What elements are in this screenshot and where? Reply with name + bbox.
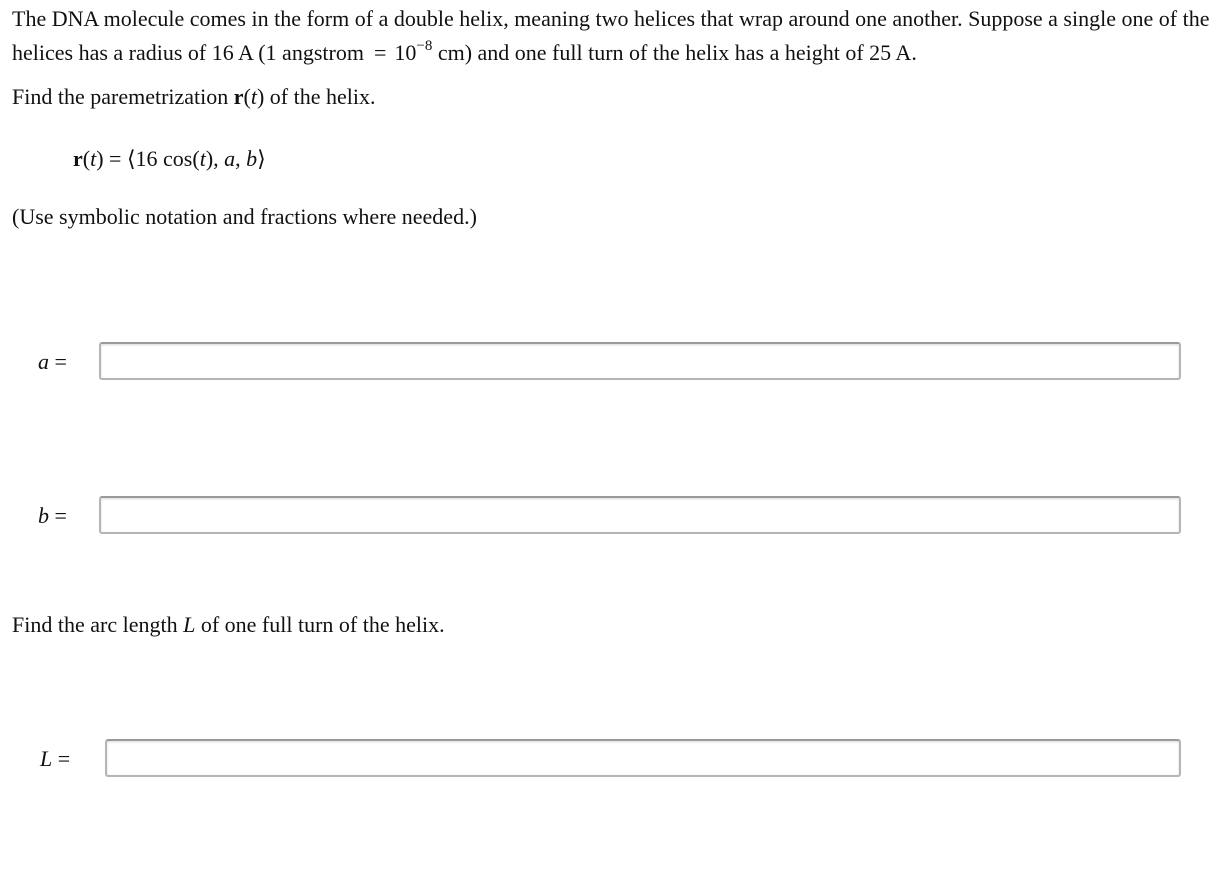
formula-comma: , <box>235 146 247 171</box>
formula-t2: t <box>199 146 206 171</box>
answer-var-a: a <box>38 349 49 374</box>
formula-a: a <box>224 146 236 171</box>
formula-sep: ), <box>205 146 225 171</box>
formula-r: r <box>73 146 83 171</box>
answer-eq-a: = <box>49 349 67 374</box>
answer-var-L: L <box>40 746 53 771</box>
problem-statement <box>12 2 1222 73</box>
parametrization-prompt-r: r <box>233 84 244 109</box>
parametrization-prompt-paren: ( <box>243 84 251 109</box>
formula-close: ⟩ <box>257 146 266 171</box>
answer-eq-b: = <box>49 503 67 528</box>
formula-b: b <box>246 146 258 171</box>
notation-hint: (Use symbolic notation and fractions where needed.) <box>12 204 477 229</box>
parametrization-prompt <box>12 84 376 110</box>
parametrization-prompt-t: t <box>250 84 257 109</box>
answer-input-a[interactable] <box>99 342 1181 380</box>
problem-intro-power-base: 10 <box>394 40 417 65</box>
answer-input-b[interactable] <box>99 496 1181 534</box>
parametrization-prompt-text: Find the paremetrization <box>12 84 234 109</box>
answer-row-a <box>0 342 1223 382</box>
arc-length-prompt <box>12 612 445 638</box>
formula-cos: ) = ⟨16 cos( <box>96 146 200 171</box>
answer-label-a <box>38 349 67 375</box>
problem-intro-power-exponent: −8 <box>416 38 433 54</box>
problem-intro-part1: The DNA molecule comes in the form of a double helix, meaning two helices that wrap around one another. Suppose a single one of the helices has a radius of 16 A (1 angstrom <box>12 6 1210 65</box>
answer-row-L <box>0 739 1223 779</box>
arc-length-prompt-end: of one full turn of the helix. <box>195 612 445 637</box>
formula-t: t <box>90 146 97 171</box>
formula-paren: ( <box>82 146 91 171</box>
problem-intro-equals: = <box>373 40 387 65</box>
problem-intro-part2: cm) and one full turn of the helix has a height of 25 A. <box>432 40 917 65</box>
answer-eq-L: = <box>52 746 71 771</box>
answer-row-b <box>0 496 1223 536</box>
arc-length-prompt-L: L <box>183 612 196 637</box>
answer-label-L <box>40 746 70 772</box>
answer-var-b: b <box>38 503 49 528</box>
arc-length-prompt-text: Find the arc length <box>12 612 184 637</box>
helix-formula <box>73 146 266 172</box>
answer-label-b <box>38 503 67 529</box>
answer-input-L[interactable] <box>105 739 1181 777</box>
parametrization-prompt-end: ) of the helix. <box>256 84 376 109</box>
